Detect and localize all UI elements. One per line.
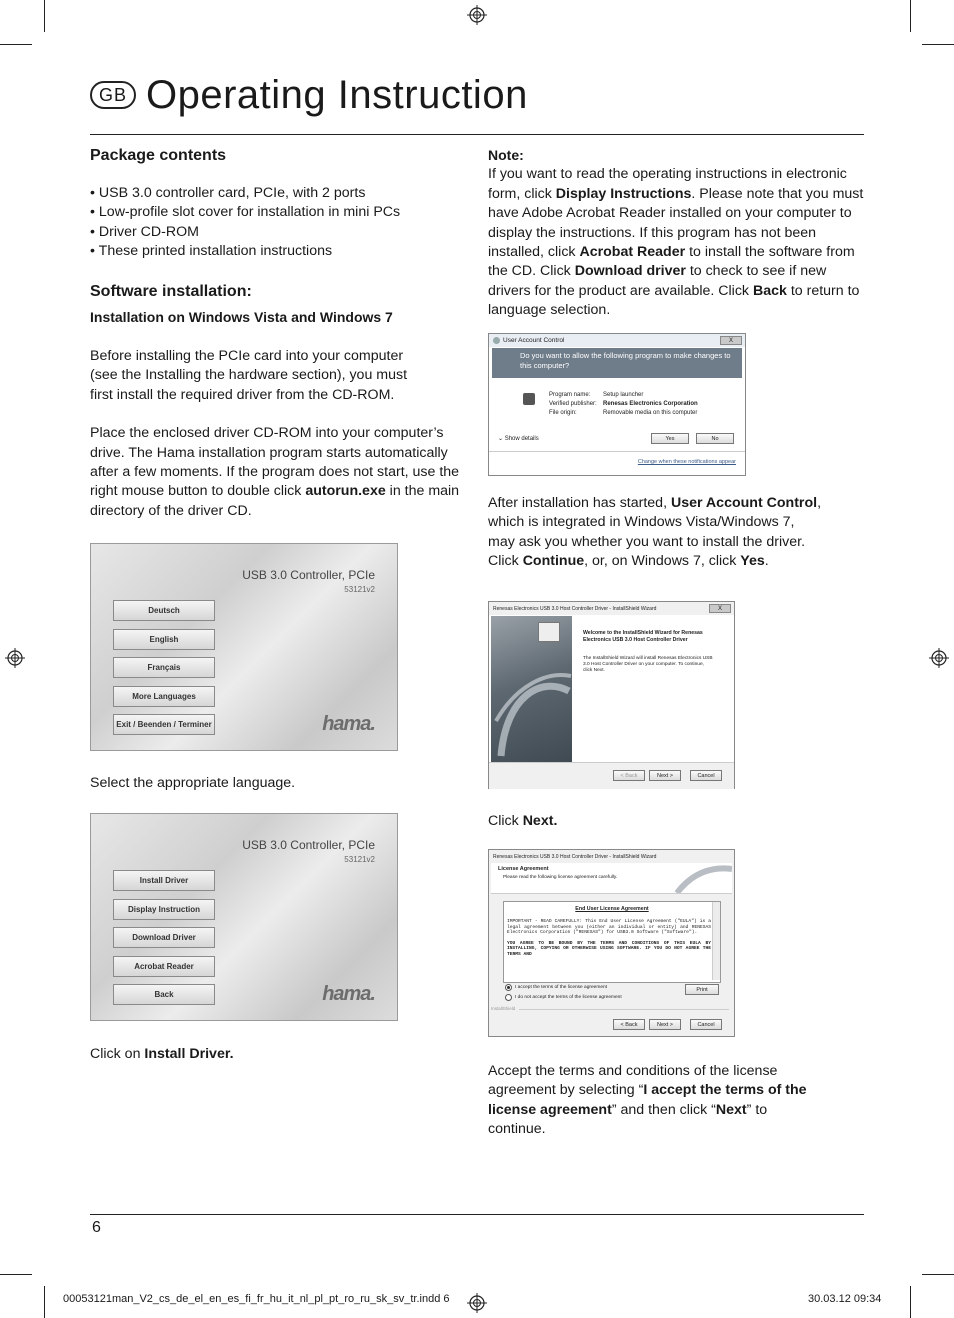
launcher-button-more-languages: More Languages [113,686,215,707]
uac-details: Program name: Setup launcher Verified publisher: Renesas Electronics Corporation File origin: Removable media on this computer [549,392,698,416]
accept-paragraph: Accept the terms and conditions of the license agreement by selecting “I accept the terms of the license agreement” and then click “Next” to continue. [488,1063,807,1138]
driver-launcher-screenshot [90,813,398,1021]
launcher-button-english: English [113,629,215,650]
launcher-button-deutsch: Deutsch [113,600,215,621]
computer-icon [538,622,560,642]
launcher-button-display-instruction: Display Instruction [113,899,215,920]
software-heading: Software installation: [90,282,252,300]
close-icon: X [720,336,742,345]
list-item: • USB 3.0 controller card, PCIe, with 2 ports [90,185,366,201]
cancel-button: Cancel [690,770,722,781]
registration-mark-icon [929,648,949,668]
header-rule [90,134,864,135]
paragraph: Place the enclosed driver CD-ROM into your computer’s drive. The Hama installation program starts automatically after a few moments. If the program does not start, use the right mouse button to double click autorun.exe in the main directory of the driver CD. [90,425,460,519]
list-item: • Low-profile slot cover for installation in mini PCs [90,204,401,221]
license-heading: License Agreement [498,866,549,872]
wizard-body-text: The InstallShield Wizard will install Renesas Electronics USB 3.0 Host Controller Driver on your computer. To continue, click Next. [583,656,713,673]
decline-radio: I do not accept the terms of the license agreement [505,994,622,1001]
installshield-license-screenshot [488,849,735,1037]
launcher-button-back: Back [113,984,215,1005]
print-slug-file: 00053121man_V2_cs_de_el_en_es_fi_fr_hu_it_nl_pl_pt_ro_ru_sk_sv_tr.indd 6 [63,1293,450,1305]
launcher-code: 53121v2 [344,855,375,864]
hama-logo: hama. [322,713,375,735]
print-slug-date: 30.03.12 09:34 [808,1293,882,1305]
note-heading: Note: [488,147,524,163]
note-block [488,146,866,321]
install-subheading: Installation on Windows Vista and Windows 7 [90,308,393,325]
show-details-toggle: ⌄ Show details [498,436,539,442]
wizard-arc-icon [672,863,732,893]
launcher-button-install-driver: Install Driver [113,870,215,891]
program-icon [523,393,535,405]
eula-title: End User License Agreement [575,906,649,912]
page-header [90,70,528,120]
list-item: • Driver CD-ROM [90,223,199,240]
scrollbar [712,902,720,980]
print-button: Print [685,984,719,995]
autorun-filename: autorun.exe [305,483,386,500]
caption: Click on Install Driver. [90,1046,234,1062]
crop-mark [44,0,45,32]
license-header [491,863,732,894]
crop-mark [0,44,32,45]
launcher-button-acrobat-reader: Acrobat Reader [113,956,215,977]
crop-mark [910,0,911,32]
eula-textbox [503,901,721,983]
crop-mark [44,1286,45,1318]
change-notifications-link: Change when these notifications appear [637,459,736,465]
radio-selected-icon [505,984,512,991]
launcher-code: 53121v2 [344,585,375,594]
divider [489,451,745,452]
cancel-button: Cancel [690,1019,722,1030]
hama-logo: hama. [322,983,375,1005]
wizard-welcome-text: Welcome to the InstallShield Wizard for Renesas Electronics USB 3.0 Host Controller Driver [583,630,703,643]
uac-paragraph: After installation has started, User Account Control, which is integrated in Windows Vista/Windows 7, may ask you whether you want to install the driver. Click Continue, or, on Windows 7, click Yes. [488,495,822,570]
wizard-titlebar: Renesas Electronics USB 3.0 Host Controller Driver - InstallShield Wizard [489,602,734,615]
registration-mark-icon [467,1293,487,1313]
package-heading: Package contents [90,147,227,164]
back-button: < Back [613,1019,645,1030]
language-badge: GB [90,81,136,109]
list-item: • These printed installation instructions [90,243,333,260]
license-subheading: Please read the following license agreement carefully. [503,875,618,880]
registration-mark-icon [467,5,487,25]
crop-mark [922,1274,954,1275]
uac-titlebar: User Account Control [489,334,745,347]
shield-icon [493,337,500,344]
footer-rule [90,1214,864,1215]
note-paragraph: If you want to read the operating instructions in electronic form, click Display Instructions. Please note that you must have Adobe Acrobat Reader installed on your computer to display the instructions. If this program has not been installed, click Acrobat Reader to install the software from the CD. Click Download driver to check to see if new drivers for the product are available. Click Back to return to language selection. [488,166,864,319]
back-button: < Back [613,770,645,781]
uac-dialog-screenshot [488,333,746,476]
crop-mark [922,44,954,45]
launcher-button-download-driver: Download Driver [113,927,215,948]
left-column [90,146,462,521]
crop-mark [910,1286,911,1318]
page-title: Operating Instruction [146,72,528,117]
eula-paragraph: IMPORTANT - READ CAREFULLY: This End User License Agreement ("EULA") is a legal agreement between you (either an individual or entity) and RENESAS Electronics Corporation ("RENESAS") for USB3.0 Software ("Software"). [507,919,711,936]
caption: Select the appropriate language. [90,775,296,791]
accept-radio: I accept the terms of the license agreement [505,984,607,991]
launcher-button-francais: Français [113,657,215,678]
next-button: Next > [649,770,681,781]
uac-question: Do you want to allow the following program to make changes to this computer? [492,348,742,378]
installshield-welcome-screenshot [488,601,735,789]
next-button: Next > [649,1019,681,1030]
caption: Click Next. [488,813,558,829]
wizard-titlebar: Renesas Electronics USB 3.0 Host Controller Driver - InstallShield Wizard [489,850,734,863]
registration-mark-icon [5,648,25,668]
close-icon: X [709,604,731,613]
paragraph: Before installing the PCIe card into your computer (see the Installing the hardware section), you must first install the required driver from the CD-ROM. [90,348,408,403]
page-number: 6 [92,1219,101,1236]
eula-paragraph: YOU AGREE TO BE BOUND BY THE TERMS AND CONDITIONS OF THIS EULA BY INSTALLING, COPYING OR OTHERWISE USING SOFTWARE. IF YOU DO NOT AGREE THE TERMS AND [507,940,711,957]
crop-mark [0,1274,32,1275]
yes-button: Yes [651,433,689,444]
divider [519,1009,729,1010]
installshield-label: InstallShield [491,1006,516,1011]
launcher-title: USB 3.0 Controller, PCIe [242,838,375,852]
launcher-button-exit: Exit / Beenden / Terminer [113,714,215,735]
no-button: No [696,433,734,444]
radio-unselected-icon [505,994,512,1001]
language-launcher-screenshot [90,543,398,751]
launcher-title: USB 3.0 Controller, PCIe [242,568,375,582]
